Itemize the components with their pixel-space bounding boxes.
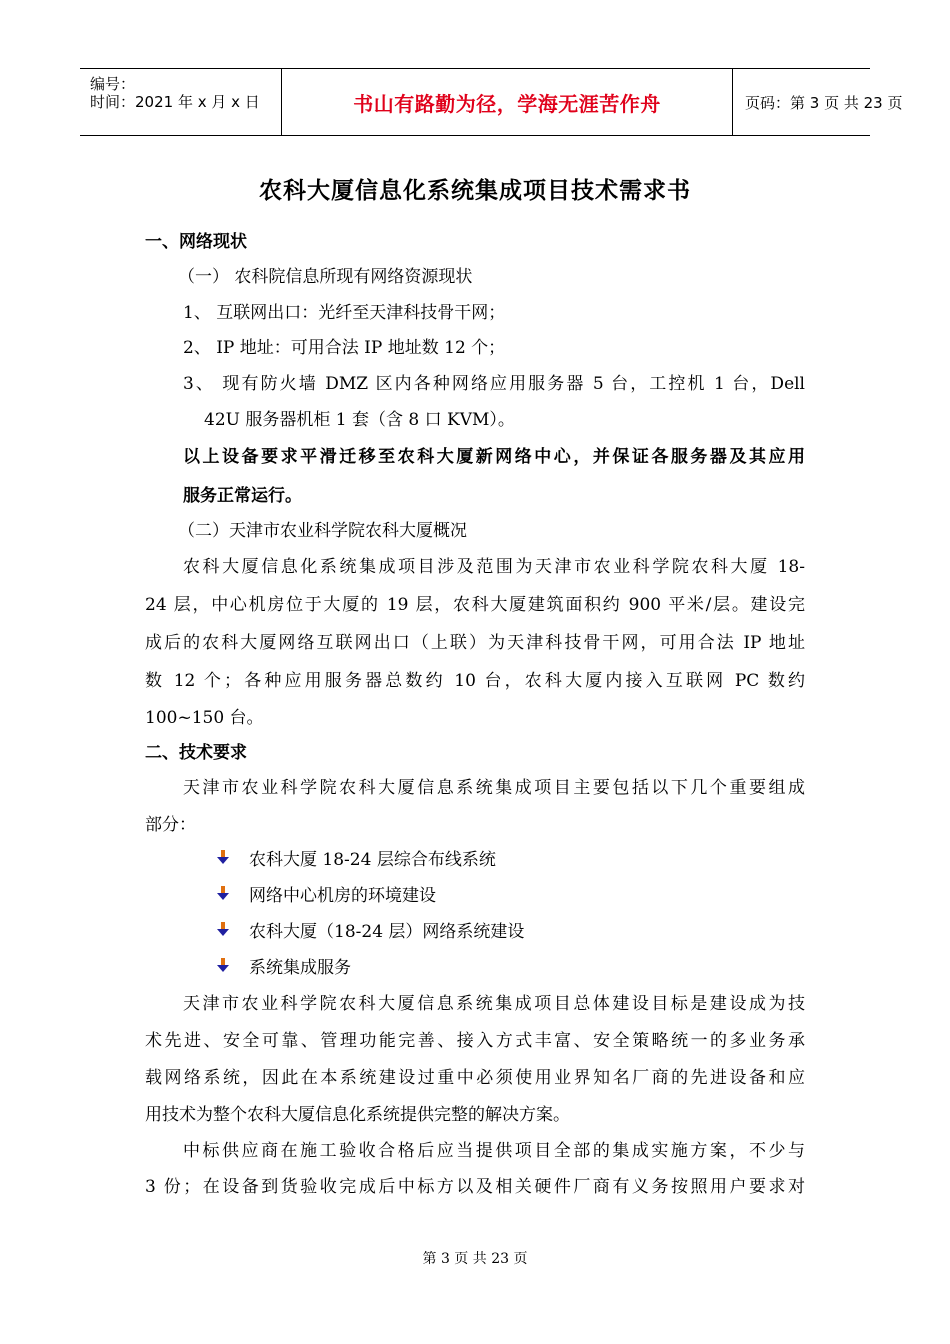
page-header <box>80 68 903 136</box>
header-motto: 书山有路勤为径，学海无涯苦作舟 <box>281 69 733 135</box>
component-item-integration-service: 系统集成服务 <box>249 958 351 978</box>
document-title: 农科大厦信息化系统集成项目技术需求书 <box>259 178 691 204</box>
components-intro-line1: 天津市农业科学院农科大厦信息系统集成项目主要包括以下几个重要组成 <box>183 778 805 798</box>
component-item-machine-room: 网络中心机房的环境建设 <box>249 886 436 906</box>
list-item-servers-line2: 42U 服务器机柜 1 套（含 8 口 KVM）。 <box>204 410 515 430</box>
bullet-icon <box>217 886 229 900</box>
bullet-icon <box>217 850 229 864</box>
overview-paragraph-line4: 数 12 个；各种应用服务器总数约 10 台，农科大厦内接入互联网 PC 数约 <box>145 671 805 691</box>
supplier-paragraph-line1: 中标供应商在施工验收合格后应当提供项目全部的集成实施方案，不少与 <box>183 1141 805 1161</box>
document-date-label: 时间：2021 年 x 月 x 日 <box>90 93 260 111</box>
goal-paragraph-line1: 天津市农业科学院农科大厦信息系统集成项目总体建设目标是建设成为技 <box>183 994 805 1014</box>
list-item-internet-exit: 1、 互联网出口：光纤至天津科技骨干网； <box>183 303 506 323</box>
subsection-heading-building-overview: （二）天津市农业科学院农科大厦概况 <box>178 521 467 541</box>
component-item-cabling: 农科大厦 18-24 层综合布线系统 <box>249 850 496 870</box>
overview-paragraph-line1: 农科大厦信息化系统集成项目涉及范围为天津市农业科学院农科大厦 18- <box>183 557 805 577</box>
migration-requirement-line2: 服务正常运行。 <box>183 486 302 506</box>
goal-paragraph-line4: 用技术为整个农科大厦信息化系统提供完整的解决方案。 <box>145 1105 570 1125</box>
bullet-icon <box>217 958 229 972</box>
migration-requirement-line1: 以上设备要求平滑迁移至农科大厦新网络中心，并保证各服务器及其应用 <box>183 447 805 467</box>
overview-paragraph-line2: 24 层，中心机房位于大厦的 19 层，农科大厦建筑面积约 900 平米/层。建设完 <box>145 595 805 615</box>
section-heading-network-status: 一、网络现状 <box>145 232 247 252</box>
supplier-paragraph-line2: 3 份；在设备到货验收完成后中标方以及相关硬件厂商有义务按照用户要求对 <box>145 1177 805 1197</box>
goal-paragraph-line2: 术先进、安全可靠、管理功能完善、接入方式丰富、安全策略统一的多业务承 <box>145 1031 805 1051</box>
document-number-label: 编号： <box>90 75 136 93</box>
page-footer-number: 第 3 页 共 23 页 <box>422 1251 528 1267</box>
section-heading-technical-requirements: 二、技术要求 <box>145 743 247 763</box>
goal-paragraph-line3: 载网络系统，因此在本系统建设过重中必须使用业界知名厂商的先进设备和应 <box>145 1068 805 1088</box>
header-meta <box>80 69 281 135</box>
bullet-icon <box>217 922 229 936</box>
subsection-heading-existing-resources: （一） 农科院信息所现有网络资源现状 <box>178 267 473 287</box>
components-intro-line2: 部分： <box>145 815 196 835</box>
overview-paragraph-line3: 成后的农科大厦网络互联网出口（上联）为天津科技骨干网，可用合法 IP 地址 <box>145 633 805 653</box>
overview-paragraph-line5: 100~150 台。 <box>145 708 264 728</box>
list-item-servers-line1: 3、 现有防火墙 DMZ 区内各种网络应用服务器 5 台，工控机 1 台，Dell <box>183 374 805 394</box>
list-item-ip-address: 2、 IP 地址：可用合法 IP 地址数 12 个； <box>183 338 506 358</box>
header-page-number: 页码：第 3 页 共 23 页 <box>745 93 903 112</box>
component-item-network-system: 农科大厦（18-24 层）网络系统建设 <box>249 922 525 942</box>
